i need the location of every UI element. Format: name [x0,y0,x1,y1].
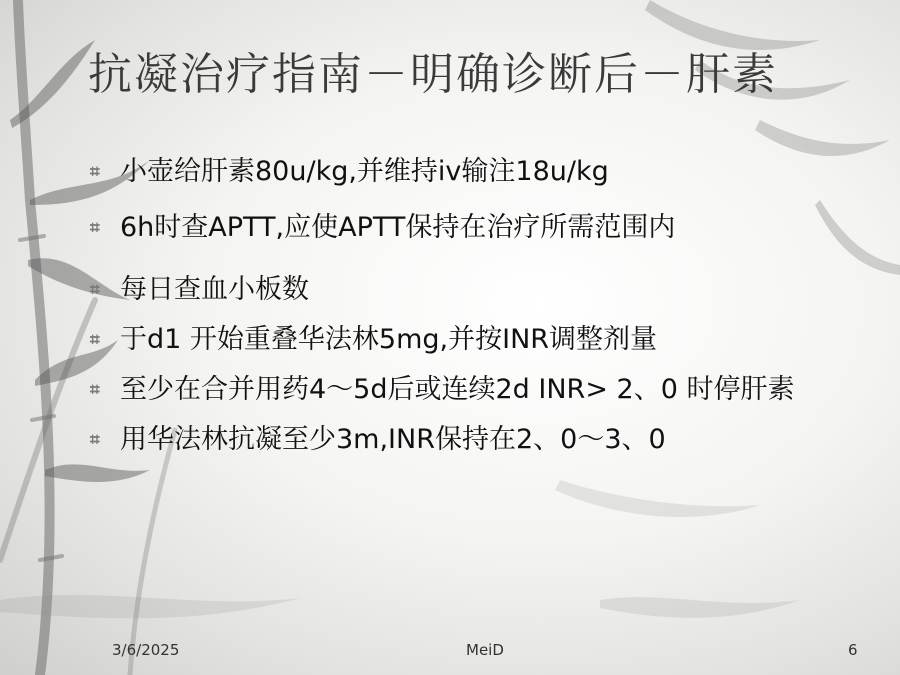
bullet-glyph-icon: ⌗ [90,430,100,450]
bullet-glyph-icon: ⌗ [90,380,100,400]
footer-date: 3/6/2025 [112,641,180,659]
bullet-glyph-icon: ⌗ [90,330,100,350]
list-item [90,272,880,308]
list-item [90,372,880,408]
list-item [90,210,880,246]
bullet-text: 每日查血小板数 [120,274,309,305]
list-item [90,322,880,358]
bullet-glyph-icon: ⌗ [90,162,100,182]
bullet-list [90,150,880,458]
page-number: 6 [848,641,858,659]
list-item [90,154,880,190]
list-item [90,422,880,458]
bullet-text: 至少在合并用药4～5d后或连续2d INR> 2、0 时停肝素 [120,374,795,405]
bullet-text: 小壶给肝素80u/kg,并维持iv输注18u/kg [120,156,609,187]
bullet-text: 6h时查APTT,应使APTT保持在治疗所需范围内 [120,212,676,243]
bullet-text: 于d1 开始重叠华法林5mg,并按INR调整剂量 [120,324,658,355]
bullet-glyph-icon: ⌗ [90,280,100,300]
bullet-text: 用华法林抗凝至少3m,INR保持在2、0～3、0 [120,424,666,455]
footer-author: MeiD [466,641,504,659]
slide-title: 抗凝治疗指南－明确诊断后－肝素 [88,49,778,100]
bullet-glyph-icon: ⌗ [90,218,100,238]
